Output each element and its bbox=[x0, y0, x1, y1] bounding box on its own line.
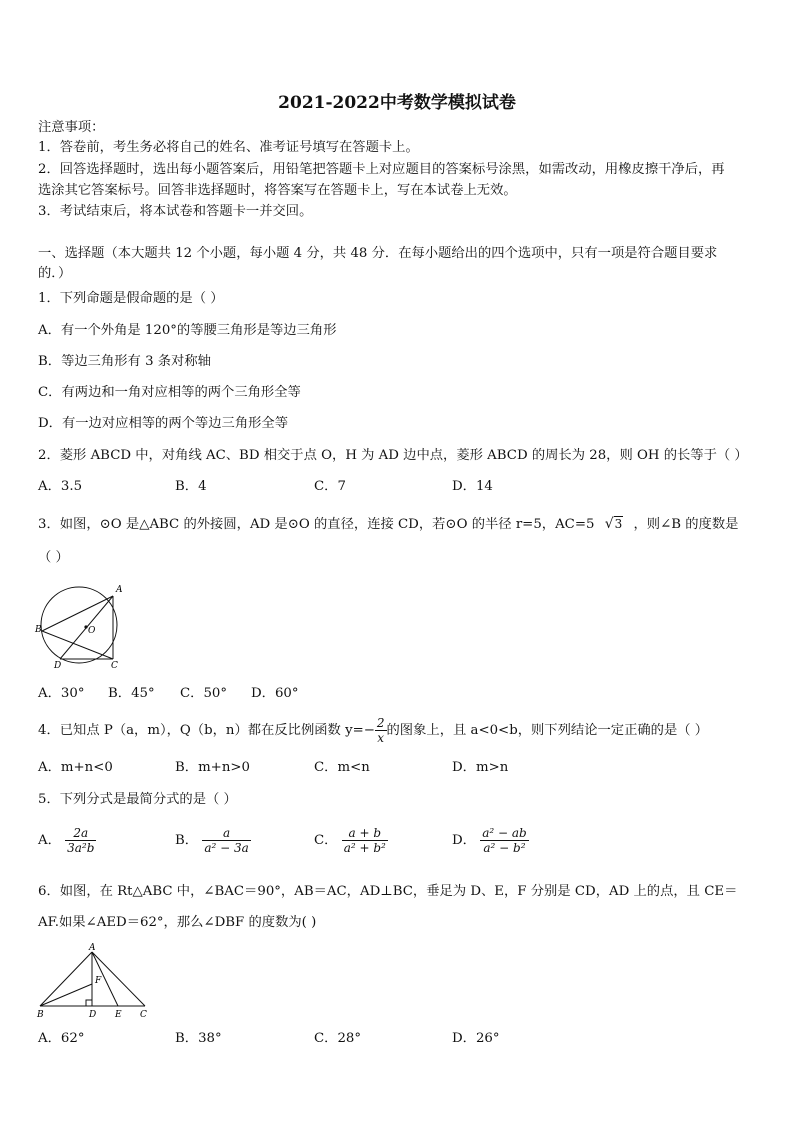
q3-circle-figure bbox=[34, 580, 124, 670]
q3-option-d: D．60° bbox=[251, 686, 299, 701]
q5-option-d bbox=[452, 826, 529, 855]
q3-stem-part1: 3．如图，⊙O 是△ABC 的外接圆，AD 是⊙O 的直径，连接 CD，若⊙O 的半径 r=5，AC=5 bbox=[38, 517, 595, 532]
page-title: 2021-2022中考数学模拟试卷 bbox=[278, 93, 516, 113]
q5-option-b-num: a bbox=[202, 826, 250, 841]
q4-stem-part2: 的图象上，且 a<0<b，则下列结论一定正确的是（ ） bbox=[386, 723, 709, 738]
q5-option-d-num: a² − ab bbox=[482, 826, 527, 840]
fig3-label-a: A bbox=[116, 585, 123, 595]
q1-option-d: D．有一边对应相等的两个等边三角形全等 bbox=[38, 416, 289, 431]
q3-option-c: C．50° bbox=[180, 686, 228, 701]
q3-stem bbox=[38, 514, 738, 535]
fig6-label-e: E bbox=[115, 1010, 122, 1020]
fig6-label-b: B bbox=[37, 1010, 44, 1020]
q6-option-c: C．28° bbox=[314, 1031, 362, 1046]
q5-option-a-num: 2a bbox=[65, 826, 96, 841]
q2-stem: 2．菱形 ABCD 中，对角线 AC、BD 相交于点 O，H 为 AD 边中点，菱形 ABCD 的周长为 28，则 OH 的长等于（ ） bbox=[38, 448, 748, 463]
fig6-label-f: F bbox=[95, 976, 102, 986]
q2-option-a: A．3.5 bbox=[38, 479, 83, 494]
fig6-label-c: C bbox=[140, 1010, 147, 1020]
q4-fraction bbox=[375, 716, 387, 745]
q5-option-a bbox=[38, 826, 96, 855]
fig3-label-d: D bbox=[54, 661, 62, 670]
q2-option-b: B．4 bbox=[175, 479, 207, 494]
section-heading-cont: 的．） bbox=[38, 266, 72, 281]
q6-stem: 6．如图，在 Rt△ABC 中，∠BAC＝90°，AB＝AC，AD⊥BC，垂足为 D、E，F 分别是 CD，AD 上的点，且 CE＝ bbox=[38, 884, 738, 899]
note-item-3: 3．考试结束后，将本试卷和答题卡一并交回。 bbox=[38, 204, 313, 219]
q5-option-c-num: a + b bbox=[342, 826, 388, 841]
q5-option-a-label: A． bbox=[38, 833, 61, 848]
q3-stem-part2: ，则∠B 的度数是 bbox=[633, 517, 739, 532]
q5-option-c-fraction bbox=[342, 826, 388, 855]
notes-heading: 注意事项： bbox=[38, 120, 105, 135]
sqrt-radicand: 3 bbox=[614, 517, 623, 531]
fig3-label-o: O bbox=[88, 626, 96, 636]
section-heading: 一、选择题（本大题共 12 个小题，每小题 4 分，共 48 分．在每小题给出的四个选项中，只有一项是符合题目要求 bbox=[38, 246, 718, 261]
q6-option-b: B．38° bbox=[175, 1031, 222, 1046]
fig6-label-a: A bbox=[89, 943, 96, 953]
q4-stem-part1: 4．已知点 P（a，m），Q（b，n）都在反比例函数 y=− bbox=[38, 723, 375, 738]
q5-option-d-den: a² − b² bbox=[483, 841, 526, 855]
fig3-label-b: B bbox=[35, 625, 42, 635]
q5-option-d-label: D． bbox=[452, 833, 476, 848]
q3-paren: （ ） bbox=[38, 550, 69, 565]
q4-option-a: A．m+n<0 bbox=[38, 760, 113, 775]
note-item-2: 2．回答选择题时，选出每小题答案后，用铅笔把答题卡上对应题目的答案标号涂黑，如需改动，用橡皮擦干净后，再 bbox=[38, 162, 725, 177]
note-item-2-cont: 选涂其它答案标号。回答非选择题时，将答案写在答题卡上，写在本试卷上无效。 bbox=[38, 183, 517, 198]
fig6-label-d: D bbox=[89, 1010, 97, 1020]
q6-stem-cont: AF.如果∠AED＝62°，那么∠DBF 的度数为( ) bbox=[38, 915, 317, 930]
q2-option-d: D．14 bbox=[452, 479, 493, 494]
q1-option-c: C．有两边和一角对应相等的两个三角形全等 bbox=[38, 385, 301, 400]
q6-triangle-figure bbox=[34, 942, 154, 1020]
sqrt-expression: √3 bbox=[604, 516, 623, 532]
q5-option-c bbox=[314, 826, 388, 855]
fig3-label-c: C bbox=[111, 661, 118, 670]
q5-option-b bbox=[175, 826, 251, 855]
q5-option-b-fraction bbox=[202, 826, 250, 855]
q1-option-a: A．有一个外角是 120°的等腰三角形是等边三角形 bbox=[38, 323, 337, 338]
q5-stem: 5．下列分式是最简分式的是（ ） bbox=[38, 792, 237, 807]
q4-option-b: B．m+n>0 bbox=[175, 760, 250, 775]
q4-fraction-den: x bbox=[377, 731, 385, 745]
q3-option-a: A．30° bbox=[38, 686, 85, 701]
q4-stem bbox=[38, 716, 708, 745]
q5-option-a-fraction bbox=[65, 826, 96, 855]
q3-option-b: B．45° bbox=[108, 686, 155, 701]
q4-option-c: C．m<n bbox=[314, 760, 370, 775]
q5-option-c-label: C． bbox=[314, 833, 338, 848]
q5-option-b-den: a² − 3a bbox=[204, 841, 249, 855]
q1-option-b: B．等边三角形有 3 条对称轴 bbox=[38, 354, 211, 369]
q5-option-b-label: B． bbox=[175, 833, 199, 848]
q5-option-a-den: 3a²b bbox=[67, 841, 95, 855]
q1-stem: 1．下列命题是假命题的是（ ） bbox=[38, 291, 224, 306]
q4-fraction-num: 2 bbox=[376, 716, 385, 730]
q4-option-d: D．m>n bbox=[452, 760, 509, 775]
q5-option-d-fraction bbox=[480, 826, 528, 855]
q6-option-d: D．26° bbox=[452, 1031, 500, 1046]
q5-option-c-den: a² + b² bbox=[343, 841, 386, 855]
q2-option-c: C．7 bbox=[314, 479, 346, 494]
q6-option-a: A．62° bbox=[38, 1031, 85, 1046]
note-item-1: 1．答卷前，考生务必将自己的姓名、准考证号填写在答题卡上。 bbox=[38, 140, 419, 155]
